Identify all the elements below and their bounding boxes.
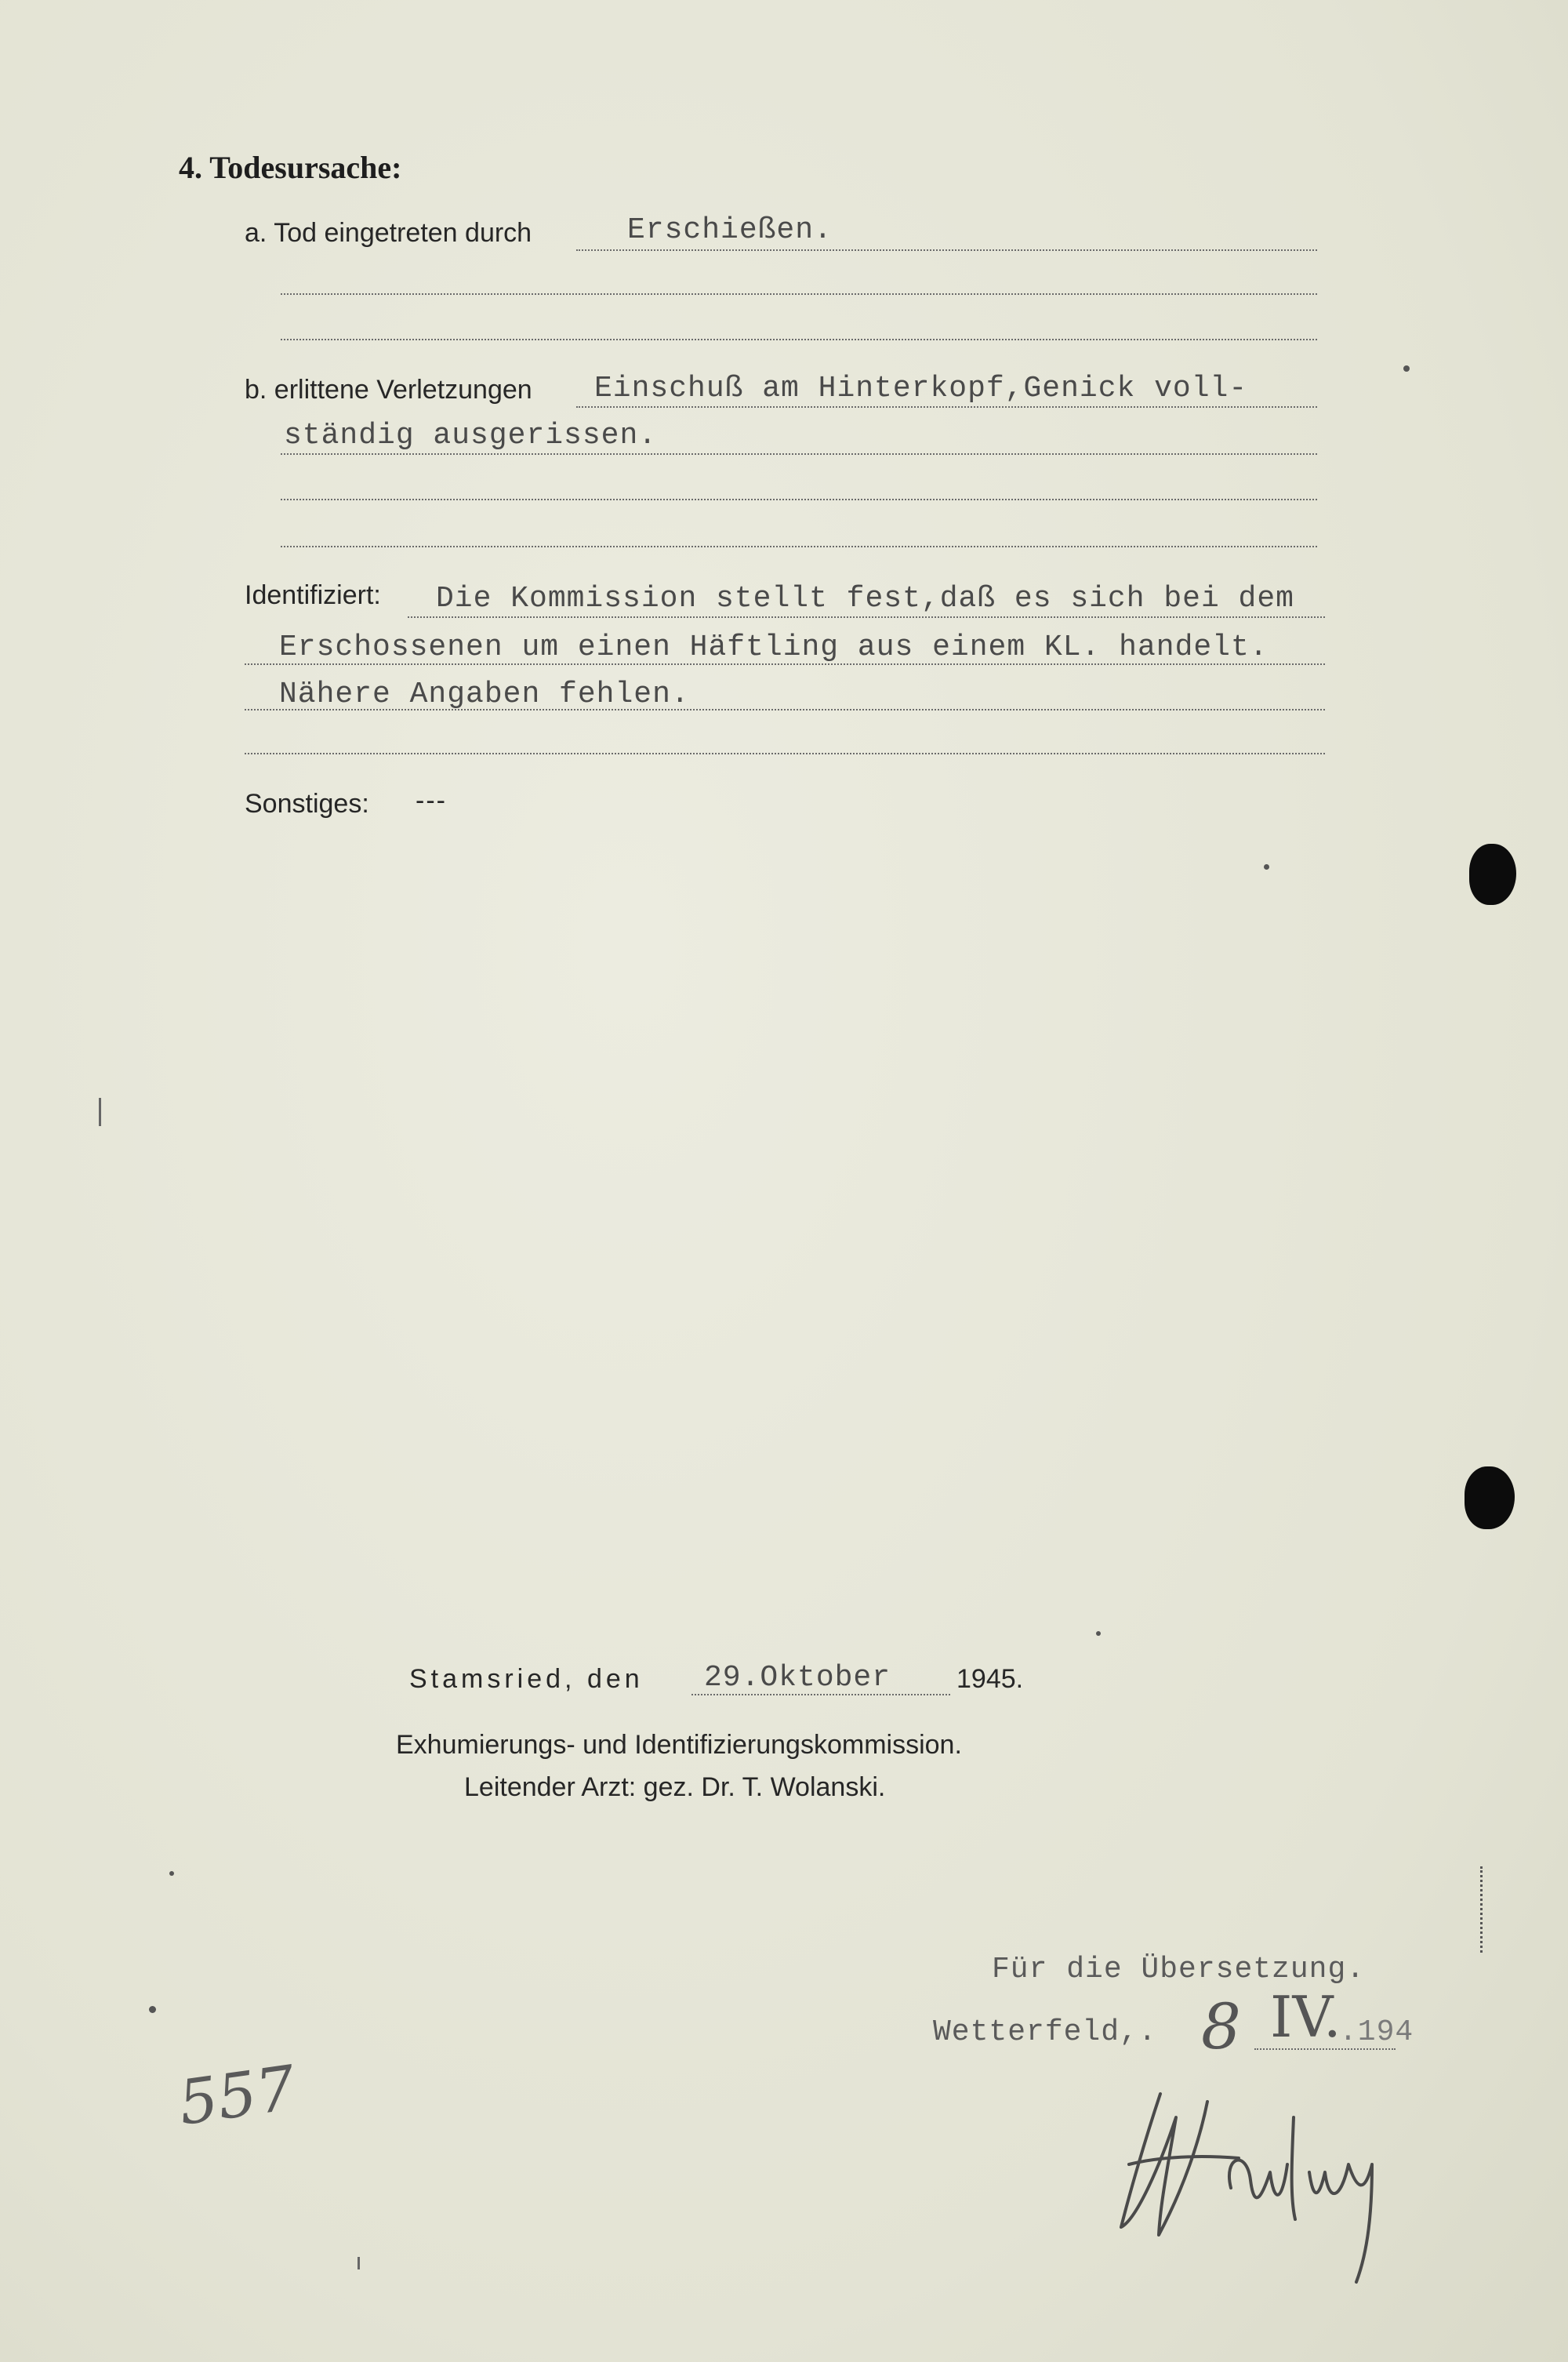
speck bbox=[1096, 1631, 1101, 1636]
speck bbox=[1403, 365, 1410, 372]
translation-year: .194 bbox=[1339, 2015, 1414, 2049]
identified-line2: Erschossenen um einen Häftling aus einem KL. handelt. bbox=[279, 630, 1269, 664]
identified-dotline-4 bbox=[245, 753, 1325, 754]
margin-mark bbox=[358, 2257, 360, 2269]
identified-line1: Die Kommission stellt fest,daß es sich bei dem bbox=[436, 582, 1294, 616]
punch-hole-bottom bbox=[1465, 1466, 1515, 1529]
identified-label: Identifiziert: bbox=[245, 580, 381, 610]
translation-place: Wetterfeld,. bbox=[933, 2015, 1157, 2049]
blank-line-1 bbox=[281, 293, 1317, 295]
place-label: Stamsried, den bbox=[409, 1664, 644, 1694]
translation-day: 8 bbox=[1201, 1990, 1241, 2063]
other-label: Sonstiges: bbox=[245, 789, 369, 819]
date-typed: 29.Oktober bbox=[704, 1661, 891, 1695]
signature bbox=[1113, 2070, 1403, 2290]
injuries-label: b. erlittene Verletzungen bbox=[245, 375, 532, 405]
injuries-value-line1: Einschuß am Hinterkopf,Genick voll- bbox=[594, 372, 1248, 405]
cause-label: a. Tod eingetreten durch bbox=[245, 218, 532, 248]
translation-line: Für die Übersetzung. bbox=[992, 1953, 1366, 1986]
commission-name: Exhumierungs- und Identifizierungskommission. bbox=[396, 1730, 962, 1760]
handwritten-number: 557 bbox=[174, 2053, 300, 2139]
cause-line bbox=[576, 249, 1317, 251]
speck bbox=[149, 2006, 156, 2013]
speck bbox=[1264, 864, 1269, 870]
identified-dotline-3 bbox=[245, 709, 1325, 710]
injuries-line-1 bbox=[576, 406, 1317, 408]
speck bbox=[169, 1871, 174, 1876]
other-value: --- bbox=[416, 786, 447, 816]
identified-line3: Nähere Angaben fehlen. bbox=[279, 678, 690, 711]
cause-value: Erschießen. bbox=[627, 213, 833, 247]
margin-mark bbox=[99, 1098, 101, 1126]
translation-date-line bbox=[1254, 2048, 1396, 2050]
section-heading: 4. Todesursache: bbox=[179, 150, 402, 185]
identified-dotline-2 bbox=[245, 663, 1325, 665]
blank-line-3 bbox=[281, 499, 1317, 500]
identified-dotline-1 bbox=[408, 616, 1325, 618]
year: 1945. bbox=[956, 1664, 1024, 1694]
doctor-line: Leitender Arzt: gez. Dr. T. Wolanski. bbox=[464, 1772, 886, 1802]
punch-hole-top bbox=[1469, 844, 1516, 905]
injuries-line-2 bbox=[281, 453, 1317, 455]
margin-mark bbox=[1480, 1866, 1486, 1953]
translation-month: IV. bbox=[1270, 1984, 1341, 2050]
injuries-value-line2: ständig ausgerissen. bbox=[284, 419, 658, 452]
blank-line-2 bbox=[281, 339, 1317, 340]
blank-line-4 bbox=[281, 546, 1317, 547]
date-line bbox=[691, 1694, 950, 1695]
